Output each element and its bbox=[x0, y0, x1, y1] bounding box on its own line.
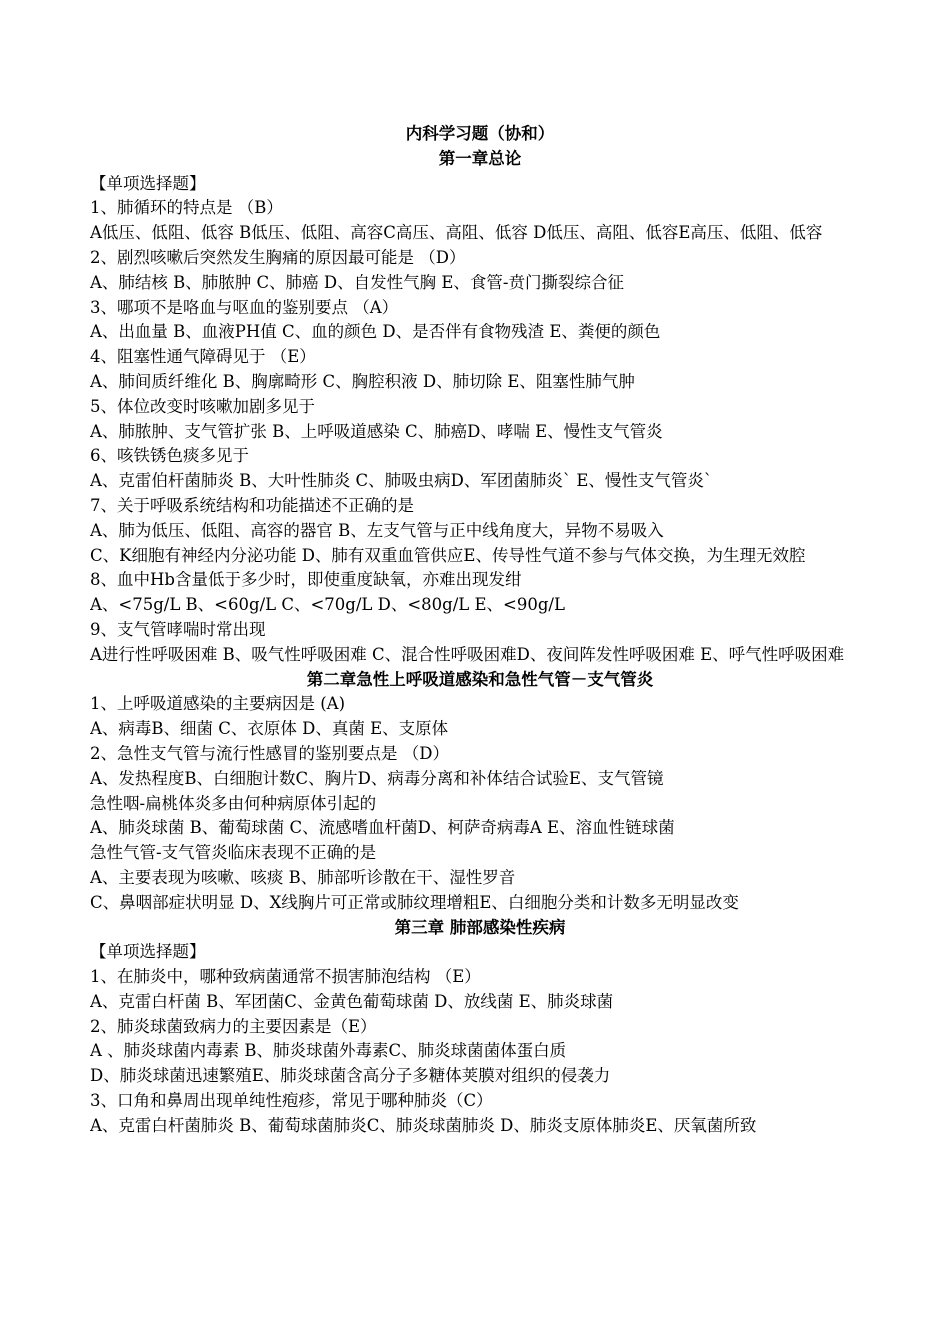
question-line: 2、剧烈咳嗽后突然发生胸痛的原因最可能是 （D） bbox=[90, 247, 466, 267]
answer-line: A、发热程度B、白细胞计数C、胸片D、病毒分离和补体结合试验E、支气管镜 bbox=[90, 768, 664, 788]
chapter-3-heading: 第三章 肺部感染性疾病 bbox=[394, 917, 566, 937]
document-title: 内科学习题（协和） bbox=[405, 124, 555, 143]
question-line: 6、咳铁锈色痰多见于 bbox=[90, 446, 249, 466]
question-line: 3、哪项不是咯血与呕血的鉴别要点 （A） bbox=[90, 297, 399, 317]
document-page bbox=[90, 122, 870, 1139]
answer-line: A、克雷白杆菌肺炎 B、葡萄球菌肺炎C、肺炎球菌肺炎 D、肺炎支原体肺炎E、厌氧菌所致 bbox=[90, 1115, 757, 1135]
question-line: 5、体位改变时咳嗽加剧多见于 bbox=[90, 396, 315, 416]
answer-line: A、肺结核 B、肺脓肿 C、肺癌 D、自发性气胸 E、食管-贲门撕裂综合征 bbox=[90, 272, 624, 292]
answer-line: A进行性呼吸困难 B、吸气性呼吸困难 C、混合性呼吸困难D、夜间阵发性呼吸困难 E、呼气性呼吸困难 bbox=[90, 644, 845, 664]
answer-line: A、主要表现为咳嗽、咳痰 B、肺部听诊散在干、湿性罗音 bbox=[90, 867, 516, 887]
answer-line: A、克雷白杆菌 B、军团菌C、金黄色葡萄球菌 D、放线菌 E、肺炎球菌 bbox=[90, 991, 614, 1011]
answer-line: C、K细胞有神经内分泌功能 D、肺有双重血管供应E、传导性气道不参与气体交换，为生理无效腔 bbox=[90, 545, 806, 565]
answer-line: A、克雷伯杆菌肺炎 B、大叶性肺炎 C、肺吸虫病D、军团菌肺炎` E、慢性支气管炎` bbox=[90, 471, 713, 491]
answer-line: A、肺炎球菌 B、葡萄球菌 C、流感嗜血杆菌D、柯萨奇病毒A E、溶血性链球菌 bbox=[90, 818, 675, 838]
chapter-1-heading: 第一章总论 bbox=[438, 148, 522, 168]
answer-line: A、病毒B、细菌 C、衣原体 D、真菌 E、支原体 bbox=[90, 719, 449, 739]
question-line: 8、血中Hb含量低于多少时，即使重度缺氧，亦难出现发绀 bbox=[90, 570, 522, 590]
answer-line: A、肺为低压、低阻、高容的器官 B、左支气管与正中线角度大，异物不易吸入 bbox=[90, 520, 664, 540]
question-line: 3、口角和鼻周出现单纯性疱疹，常见于哪种肺炎（C） bbox=[90, 1091, 493, 1111]
section-label: 【单项选择题】 bbox=[90, 942, 206, 962]
question-line: 1、在肺炎中，哪种致病菌通常不损害肺泡结构 （E） bbox=[90, 967, 481, 987]
answer-line: A、肺间质纤维化 B、胸廓畸形 C、胸腔积液 D、肺切除 E、阻塞性肺气肿 bbox=[90, 371, 635, 391]
question-line: 4、阻塞性通气障碍见于 （E） bbox=[90, 347, 316, 367]
answer-line: C、鼻咽部症状明显 D、X线胸片可正常或肺纹理增粗E、白细胞分类和计数多无明显改变 bbox=[90, 892, 739, 912]
question-line: 2、肺炎球菌致病力的主要因素是（E） bbox=[90, 1016, 377, 1036]
question-line: 急性气管-支气管炎临床表现不正确的是 bbox=[90, 843, 377, 863]
question-line: 2、急性支气管与流行性感冒的鉴别要点是 （D） bbox=[90, 743, 449, 763]
answer-line: A、肺脓肿、支气管扩张 B、上呼吸道感染 C、肺癌D、哮喘 E、慢性支气管炎 bbox=[90, 421, 663, 441]
question-line: 急性咽-扁桃体炎多由何种病原体引起的 bbox=[90, 793, 377, 813]
question-line: 9、支气管哮喘时常出现 bbox=[90, 619, 266, 639]
chapter-2-heading: 第二章急性上呼吸道感染和急性气管－支气管炎 bbox=[306, 669, 654, 689]
question-line: 1、上呼吸道感染的主要病因是 (A) bbox=[90, 694, 346, 714]
answer-line: A、出血量 B、血液PH值 C、血的颜色 D、是否伴有食物残渣 E、粪便的颜色 bbox=[90, 322, 661, 342]
question-line: 1、肺循环的特点是 （B） bbox=[90, 198, 283, 218]
section-label: 【单项选择题】 bbox=[90, 173, 206, 193]
answer-line: A、<75g/L B、<60g/L C、<70g/L D、<80g/L E、<90g/L bbox=[90, 595, 565, 615]
answer-line: A低压、低阻、低容 B低压、低阻、高容C高压、高阻、低容 D低压、高阻、低容E高压、低阻、低容 bbox=[90, 223, 823, 243]
answer-line: D、肺炎球菌迅速繁殖E、肺炎球菌含高分子多糖体荚膜对组织的侵袭力 bbox=[90, 1066, 611, 1086]
answer-line: A 、肺炎球菌内毒素 B、肺炎球菌外毒素C、肺炎球菌菌体蛋白质 bbox=[90, 1041, 567, 1061]
question-line: 7、关于呼吸系统结构和功能描述不正确的是 bbox=[90, 495, 414, 515]
